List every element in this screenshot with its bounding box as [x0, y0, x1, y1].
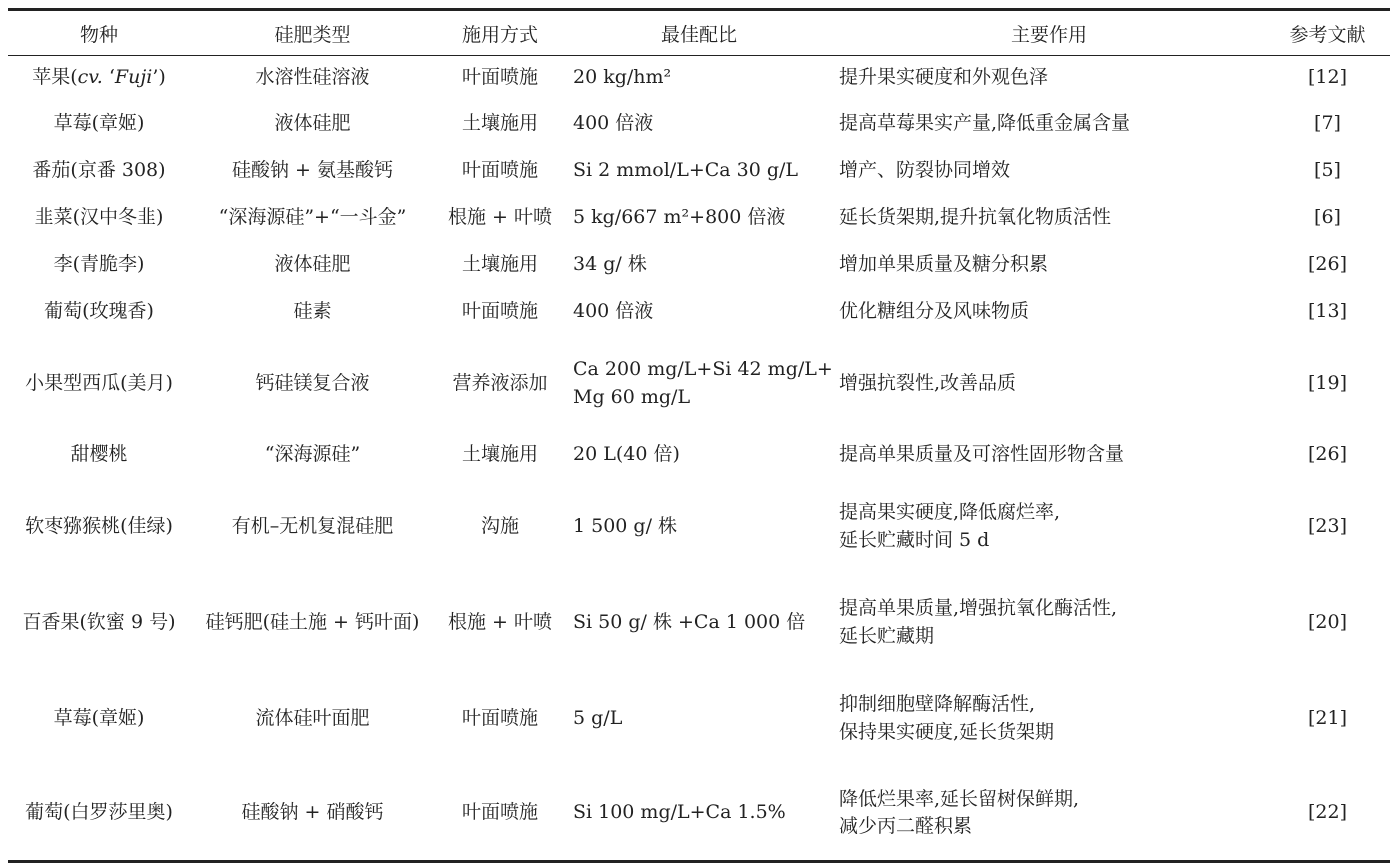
cell-main-effect-text: 增加单果质量及糖分积累: [839, 253, 1049, 276]
cell-species-text: 韭菜(汉中冬韭): [34, 206, 164, 229]
cell-application-method-text: 叶面喷施: [461, 159, 538, 182]
cell-fertilizer-type-text: 水溶性硅溶液: [255, 66, 370, 89]
cell-application-method: [435, 575, 565, 671]
cell-fertilizer-type: [190, 671, 435, 767]
cell-reference: [1265, 289, 1390, 336]
cell-fertilizer-type: [190, 336, 435, 432]
cell-reference: [1265, 148, 1390, 195]
cell-reference-text: [23]: [1307, 514, 1347, 537]
cell-species-text: 甜樱桃: [70, 443, 128, 466]
cell-reference-text: [5]: [1314, 159, 1341, 182]
cell-application-method: [435, 195, 565, 242]
cell-main-effect-text: 增产、防裂协同增效: [839, 159, 1011, 182]
cell-species: [8, 432, 190, 479]
cell-optimal-ratio-text: 20 L(40 倍): [573, 443, 680, 466]
cell-reference: [1265, 575, 1390, 671]
cell-reference: [1265, 671, 1390, 767]
cell-application-method-text: 土壤施用: [461, 443, 538, 466]
cell-main-effect: [833, 767, 1265, 862]
cell-application-method-text: 土壤施用: [461, 253, 538, 276]
cell-fertilizer-type-text: 硅酸钠 + 硝酸钙: [241, 801, 384, 824]
cell-fertilizer-type: [190, 432, 435, 479]
cell-fertilizer-type: [190, 101, 435, 148]
table-row: [8, 289, 1390, 336]
cell-fertilizer-type: [190, 575, 435, 671]
cell-reference-text: [26]: [1307, 443, 1347, 466]
cell-fertilizer-type: [190, 195, 435, 242]
cell-species-text: 葡萄(玫瑰香): [44, 300, 154, 323]
cell-reference: [1265, 432, 1390, 479]
table-row: [8, 432, 1390, 479]
cell-optimal-ratio: [565, 479, 833, 575]
cell-fertilizer-type-text: 钙硅镁复合液: [255, 371, 370, 394]
cell-fertilizer-type-text: “深海源硅”+“一斗金”: [218, 206, 407, 229]
header-fertilizer-type: 硅肥类型: [274, 23, 351, 46]
cell-application-method: [435, 148, 565, 195]
cell-optimal-ratio-text: 1 500 g/ 株: [573, 514, 678, 537]
cell-reference: [1265, 101, 1390, 148]
cell-species: [8, 575, 190, 671]
cell-main-effect: [833, 479, 1265, 575]
cell-application-method: [435, 671, 565, 767]
cell-application-method: [435, 242, 565, 289]
cell-application-method-text: 叶面喷施: [461, 66, 538, 89]
cell-optimal-ratio-text: 5 kg/667 m²+800 倍液: [573, 206, 786, 229]
cell-application-method: [435, 336, 565, 432]
cell-species: [8, 479, 190, 575]
cell-fertilizer-type-text: 液体硅肥: [274, 112, 351, 135]
table-row: [8, 575, 1390, 671]
cell-optimal-ratio-text: 400 倍液: [573, 112, 654, 135]
cell-reference: [1265, 242, 1390, 289]
cell-main-effect-text: 抑制细胞壁降解酶活性, 保持果实硬度,延长货架期: [839, 692, 1055, 743]
cell-optimal-ratio: [565, 671, 833, 767]
cell-species-text: 李(青脆李): [53, 253, 145, 276]
table-row: [8, 195, 1390, 242]
cell-optimal-ratio-text: Ca 200 mg/L+Si 42 mg/L+ Mg 60 mg/L: [573, 357, 833, 408]
cell-reference-text: [22]: [1307, 801, 1347, 824]
cell-optimal-ratio: [565, 195, 833, 242]
cell-reference: [1265, 336, 1390, 432]
cell-reference-text: [19]: [1307, 371, 1347, 394]
cell-main-effect-text: 降低烂果率,延长留树保鲜期, 减少丙二醛积累: [839, 787, 1080, 838]
cell-application-method-text: 沟施: [480, 514, 519, 537]
header-main-effect: 主要作用: [1010, 23, 1087, 46]
cell-application-method: [435, 289, 565, 336]
cell-application-method-text: 土壤施用: [461, 112, 538, 135]
cell-species-text: 苹果(cv. ‘Fuji’): [32, 66, 166, 89]
cell-species: [8, 336, 190, 432]
header-row: [8, 10, 1390, 56]
cell-main-effect-text: 增强抗裂性,改善品质: [839, 371, 1017, 394]
cell-application-method: [435, 101, 565, 148]
cell-fertilizer-type-text: 硅素: [293, 300, 332, 323]
cell-species: [8, 767, 190, 862]
cell-optimal-ratio: [565, 336, 833, 432]
cell-application-method: [435, 479, 565, 575]
cell-reference-text: [26]: [1307, 253, 1347, 276]
table-row: [8, 56, 1390, 101]
header-application-method: 施用方式: [461, 23, 538, 46]
cell-fertilizer-type: [190, 289, 435, 336]
cell-species: [8, 148, 190, 195]
cell-reference-text: [21]: [1307, 706, 1347, 729]
cell-species-text: 小果型西瓜(美月): [25, 371, 173, 394]
cell-fertilizer-type: [190, 479, 435, 575]
cell-species-text: 草莓(章姬): [53, 112, 145, 135]
cell-reference-text: [12]: [1307, 66, 1347, 89]
cell-fertilizer-type-text: “深海源硅”: [264, 443, 361, 466]
cell-optimal-ratio-text: 400 倍液: [573, 300, 654, 323]
cell-fertilizer-type-text: 硅钙肥(硅土施 + 钙叶面): [205, 610, 420, 633]
cell-fertilizer-type: [190, 148, 435, 195]
cell-optimal-ratio: [565, 242, 833, 289]
table-row: [8, 148, 1390, 195]
cell-application-method-text: 叶面喷施: [461, 300, 538, 323]
header-optimal-ratio: 最佳配比: [660, 23, 737, 46]
cell-application-method: [435, 432, 565, 479]
table-row: [8, 242, 1390, 289]
cell-reference: [1265, 195, 1390, 242]
cell-application-method: [435, 56, 565, 101]
cell-fertilizer-type: [190, 242, 435, 289]
cell-main-effect: [833, 148, 1265, 195]
cell-optimal-ratio: [565, 767, 833, 862]
cell-main-effect-text: 提高单果质量及可溶性固形物含量: [839, 443, 1125, 466]
cell-fertilizer-type-text: 硅酸钠 + 氨基酸钙: [232, 159, 393, 182]
cell-reference-text: [13]: [1307, 300, 1347, 323]
table-row: [8, 767, 1390, 862]
table-container: [8, 8, 1390, 863]
silicon-fertilizer-table: [8, 8, 1390, 863]
cell-species: [8, 671, 190, 767]
table-row: [8, 336, 1390, 432]
cell-fertilizer-type-text: 有机–无机复混硅肥: [231, 514, 394, 537]
cell-optimal-ratio: [565, 432, 833, 479]
cell-reference: [1265, 767, 1390, 862]
cell-application-method-text: 叶面喷施: [461, 801, 538, 824]
cell-main-effect-text: 延长货架期,提升抗氧化物质活性: [839, 206, 1112, 229]
cell-main-effect-text: 提高草莓果实产量,降低重金属含量: [839, 112, 1131, 135]
cell-main-effect: [833, 671, 1265, 767]
table-row: [8, 671, 1390, 767]
cell-application-method-text: 叶面喷施: [461, 706, 538, 729]
cell-main-effect: [833, 336, 1265, 432]
cell-fertilizer-type: [190, 767, 435, 862]
cell-application-method-text: 营养液添加: [452, 371, 548, 394]
cell-main-effect-text: 提升果实硬度和外观色泽: [839, 66, 1049, 89]
cell-fertilizer-type-text: 流体硅叶面肥: [255, 706, 370, 729]
cell-main-effect-text: 提高单果质量,增强抗氧化酶活性, 延长贮藏期: [839, 596, 1118, 647]
cell-optimal-ratio-text: Si 50 g/ 株 +Ca 1 000 倍: [573, 610, 806, 633]
cell-reference: [1265, 479, 1390, 575]
cell-species-text: 草莓(章姬): [53, 706, 145, 729]
cell-main-effect-text: 提高果实硬度,降低腐烂率, 延长贮藏时间 5 d: [839, 500, 1061, 551]
cell-reference-text: [20]: [1307, 610, 1347, 633]
cell-optimal-ratio-text: Si 100 mg/L+Ca 1.5%: [573, 801, 786, 824]
cell-optimal-ratio-text: 5 g/L: [573, 706, 623, 729]
header-species: 物种: [79, 23, 118, 46]
cell-optimal-ratio: [565, 101, 833, 148]
cell-species: [8, 195, 190, 242]
cell-application-method-text: 根施 + 叶喷: [448, 610, 552, 633]
cell-species: [8, 242, 190, 289]
cell-application-method: [435, 767, 565, 862]
cell-fertilizer-type: [190, 56, 435, 101]
cell-main-effect: [833, 195, 1265, 242]
cell-main-effect: [833, 575, 1265, 671]
cell-main-effect: [833, 56, 1265, 101]
cell-optimal-ratio-text: 20 kg/hm²: [573, 66, 672, 89]
cell-species: [8, 56, 190, 101]
cell-optimal-ratio-text: Si 2 mmol/L+Ca 30 g/L: [573, 159, 799, 182]
cell-main-effect: [833, 242, 1265, 289]
header-reference: 参考文献: [1289, 23, 1366, 46]
cell-optimal-ratio: [565, 56, 833, 101]
cell-main-effect: [833, 101, 1265, 148]
cell-reference: [1265, 56, 1390, 101]
cell-main-effect-text: 优化糖组分及风味物质: [839, 300, 1030, 323]
cell-optimal-ratio: [565, 289, 833, 336]
cell-main-effect: [833, 432, 1265, 479]
cell-reference-text: [6]: [1314, 206, 1341, 229]
cell-optimal-ratio: [565, 575, 833, 671]
table-row: [8, 101, 1390, 148]
cell-main-effect: [833, 289, 1265, 336]
cell-species: [8, 101, 190, 148]
cell-application-method-text: 根施 + 叶喷: [448, 206, 552, 229]
cell-species-text: 软枣猕猴桃(佳绿): [25, 514, 173, 537]
cell-species-text: 番茄(京番 308): [32, 159, 166, 182]
cell-reference-text: [7]: [1314, 112, 1341, 135]
cell-species: [8, 289, 190, 336]
cell-optimal-ratio-text: 34 g/ 株: [573, 253, 647, 276]
table-row: [8, 479, 1390, 575]
cell-fertilizer-type-text: 液体硅肥: [274, 253, 351, 276]
cell-species-text: 葡萄(白罗莎里奥): [25, 801, 173, 824]
cell-species-text: 百香果(钦蜜 9 号): [22, 610, 176, 633]
cell-optimal-ratio: [565, 148, 833, 195]
